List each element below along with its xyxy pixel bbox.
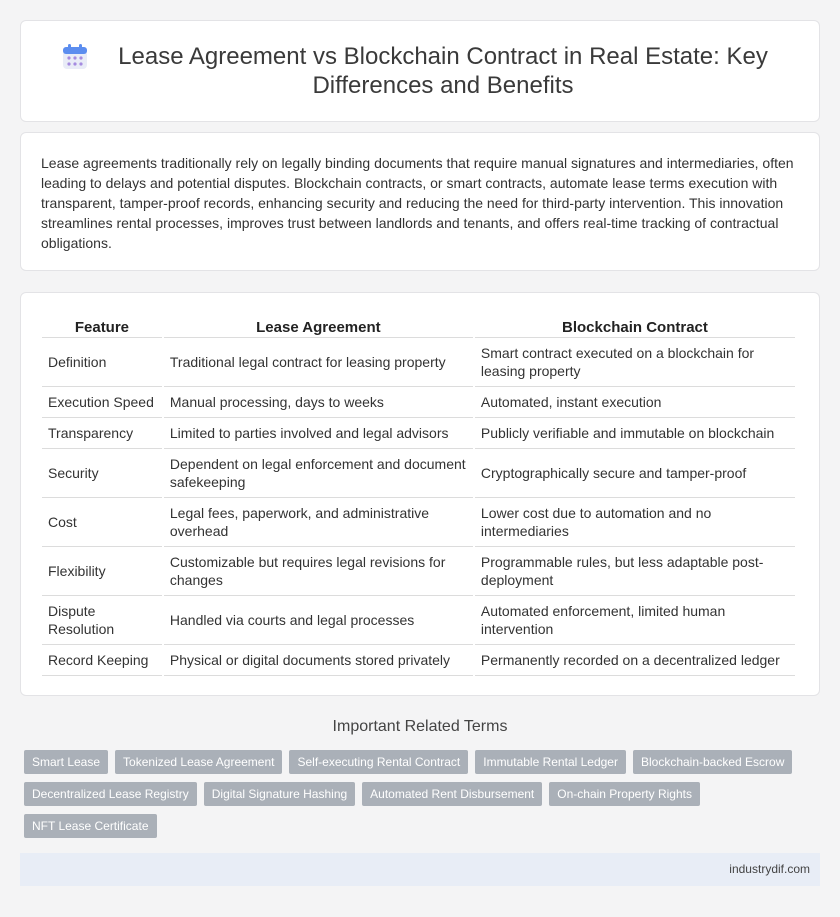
blockchain-cell: Publicly verifiable and immutable on blockchain [475, 418, 795, 449]
table-row [42, 596, 795, 645]
related-terms-title: Important Related Terms [332, 718, 508, 735]
comparison-table [40, 311, 797, 676]
lease-cell: Manual processing, days to weeks [164, 387, 473, 418]
feature-cell: Security [42, 449, 162, 498]
table-row [42, 338, 795, 387]
tag-self-executing-rental-contract[interactable]: Self-executing Rental Contract [289, 750, 468, 774]
feature-cell: Execution Speed [42, 387, 162, 418]
tag-automated-rent-disbursement[interactable]: Automated Rent Disbursement [362, 782, 542, 806]
lease-cell: Limited to parties involved and legal advisors [164, 418, 473, 449]
table-row [42, 449, 795, 498]
lease-cell: Legal fees, paperwork, and administrative overhead [164, 498, 473, 547]
blockchain-cell: Permanently recorded on a decentralized ledger [475, 645, 795, 676]
footer-site-link[interactable]: industrydif.com [729, 862, 810, 876]
table-row [42, 547, 795, 596]
header-lease-agreement: Lease Agreement [164, 311, 473, 338]
feature-cell: Transparency [42, 418, 162, 449]
feature-cell: Record Keeping [42, 645, 162, 676]
footer [20, 853, 820, 886]
tag-immutable-rental-ledger[interactable]: Immutable Rental Ledger [475, 750, 626, 774]
related-terms-section [20, 718, 820, 838]
feature-cell: Definition [42, 338, 162, 387]
lease-cell: Dependent on legal enforcement and document safekeeping [164, 449, 473, 498]
blockchain-cell: Automated, instant execution [475, 387, 795, 418]
tag-digital-signature-hashing[interactable]: Digital Signature Hashing [204, 782, 355, 806]
lease-cell: Handled via courts and legal processes [164, 596, 473, 645]
table-row [42, 645, 795, 676]
blockchain-cell: Lower cost due to automation and no intermediaries [475, 498, 795, 547]
intro-paragraph: Lease agreements traditionally rely on legally binding documents that require manual signatures and intermediaries, often leading to delays and potential disputes. Blockchain contracts, or smart contracts, automate lease terms execution with transparent, tamper-proof records, enhancing security and reducing the need for third-party intervention. This innovation streamlines rental processes, improves trust between landlords and tenants, and offers real-time tracking of contractual obligations. [41, 155, 794, 251]
blockchain-cell: Smart contract executed on a blockchain for leasing property [475, 338, 795, 387]
calendar-icon [61, 43, 89, 71]
tag-decentralized-lease-registry[interactable]: Decentralized Lease Registry [24, 782, 197, 806]
comparison-card [20, 292, 820, 696]
tag-nft-lease-certificate[interactable]: NFT Lease Certificate [24, 814, 157, 838]
blockchain-cell: Cryptographically secure and tamper-proof [475, 449, 795, 498]
related-terms-tags [20, 750, 800, 838]
table-row [42, 387, 795, 418]
title-wrap [61, 42, 779, 100]
intro-card [20, 132, 820, 271]
lease-cell: Physical or digital documents stored privately [164, 645, 473, 676]
feature-cell: Dispute Resolution [42, 596, 162, 645]
page-title: Lease Agreement vs Blockchain Contract in Real Estate: Key Differences and Benefits [118, 43, 768, 99]
blockchain-cell: Programmable rules, but less adaptable post-deployment [475, 547, 795, 596]
feature-cell: Flexibility [42, 547, 162, 596]
tag-on-chain-property-rights[interactable]: On-chain Property Rights [549, 782, 700, 806]
header-blockchain-contract: Blockchain Contract [475, 311, 795, 338]
table-row [42, 498, 795, 547]
title-card [20, 20, 820, 122]
header-feature: Feature [42, 311, 162, 338]
feature-cell: Cost [42, 498, 162, 547]
lease-cell: Traditional legal contract for leasing property [164, 338, 473, 387]
lease-cell: Customizable but requires legal revisions for changes [164, 547, 473, 596]
tag-smart-lease[interactable]: Smart Lease [24, 750, 108, 774]
blockchain-cell: Automated enforcement, limited human intervention [475, 596, 795, 645]
tag-tokenized-lease-agreement[interactable]: Tokenized Lease Agreement [115, 750, 282, 774]
table-row [42, 418, 795, 449]
tag-blockchain-backed-escrow[interactable]: Blockchain-backed Escrow [633, 750, 792, 774]
table-header-row [42, 311, 795, 338]
